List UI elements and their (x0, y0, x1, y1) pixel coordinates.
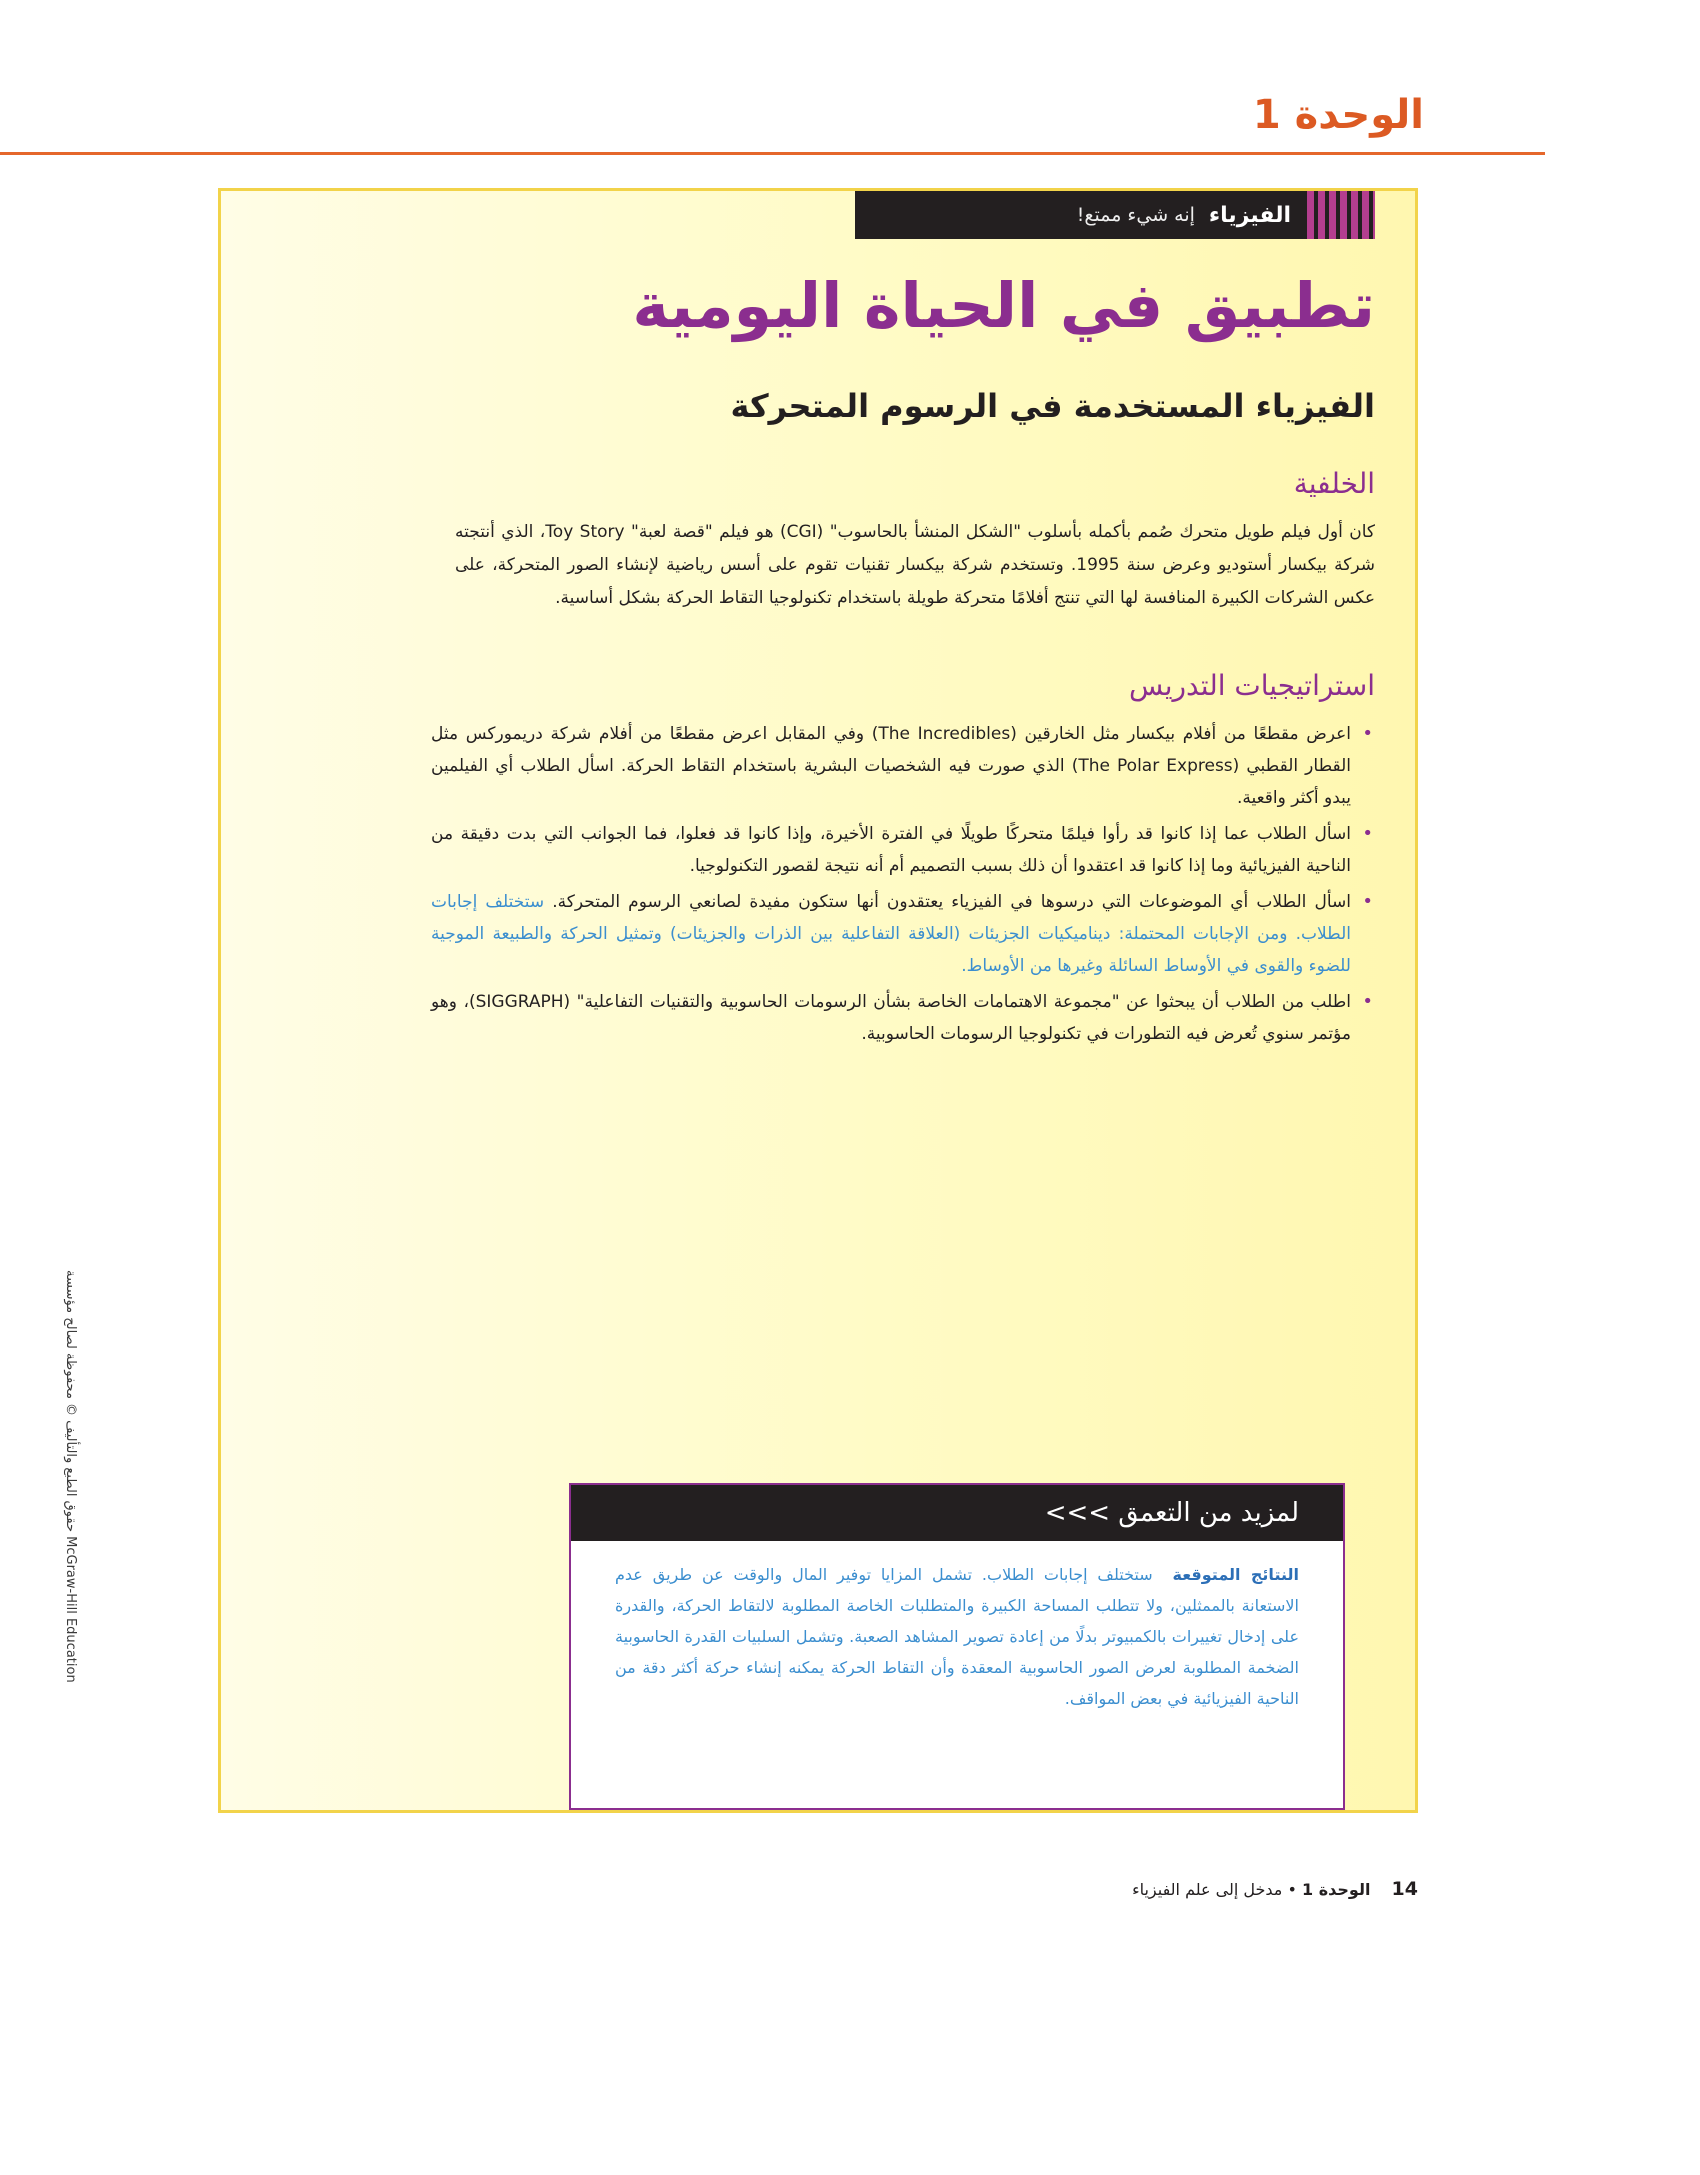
header-divider (0, 152, 1545, 155)
footer-unit: الوحدة 1 (1302, 1880, 1371, 1899)
strategy-text: اعرض مقطعًا من أفلام بيكسار مثل الخارقين (The Incredibles) وفي المقابل اعرض مقطعًا من أفلام شركة دريموركس مثل القطار القطبي (The Polar Express) الذي صورت فيه الشخصيات البشرية باستخدام التقاط الحركة. اسأل الطلاب أي الفيلمين يبدو أكثر واقعية. (431, 724, 1352, 808)
strategies-heading: استراتيجيات التدريس (1129, 669, 1375, 702)
page-number: 14 (1391, 1878, 1418, 1900)
stripes-decoration (1307, 191, 1375, 239)
bullet-icon: • (1362, 823, 1373, 844)
strategy-text: اسأل الطلاب عما إذا كانوا قد رأوا فيلمًا متحركًا طويلًا في الفترة الأخيرة، وإذا كانوا قد فعلوا، فما الجوانب التي بدت دقيقة من الناحية الفيزيائية وما إذا كانوا قد اعتقدوا أن ذلك بسبب التصميم أم أنه نتيجة لقصور التكنولوجيا. (431, 824, 1351, 876)
strategies-list (431, 718, 1375, 1054)
strategy-text: اسأل الطلاب أي الموضوعات التي درسوها في الفيزياء يعتقدون أنها ستكون مفيدة لصانعي الرسوم المتحركة. (552, 892, 1351, 912)
bullet-icon: • (1362, 891, 1373, 912)
footer-chapter-title: مدخل إلى علم الفيزياء (1132, 1880, 1283, 1899)
footer-separator: • (1287, 1880, 1297, 1899)
feature-tagline: إنه شيء ممتع! (1076, 204, 1195, 226)
list-item (431, 818, 1373, 882)
deeper-heading: لمزيد من التعمق >>> (571, 1485, 1343, 1541)
expected-results-label: النتائج المتوقعة (1172, 1565, 1299, 1584)
list-item (431, 986, 1373, 1050)
background-heading: الخلفية (1293, 467, 1375, 500)
list-item (431, 886, 1373, 982)
strategy-text: اطلب من الطلاب أن يبحثوا عن "مجموعة الاهتمامات الخاصة بشأن الرسومات الحاسوبية والتقنيات التفاعلية" (SIGGRAPH)، وهو مؤتمر سنوي تُعرض فيه التطورات في تكنولوجيا الرسومات الحاسوبية. (431, 992, 1352, 1044)
feature-label: الفيزياء (1208, 202, 1291, 228)
bullet-icon: • (1362, 991, 1373, 1012)
page-footer (1132, 1878, 1418, 1900)
page-subtitle: الفيزياء المستخدمة في الرسوم المتحركة (730, 387, 1375, 425)
deeper-exploration-box (569, 1483, 1345, 1810)
expected-results-text: ستختلف إجابات الطلاب. تشمل المزايا توفير المال والوقت عن طريق عدم الاستعانة بالممثلين، ولا تتطلب المساحة الكبيرة والمتطلبات الخاصة المطلوبة لالتقاط الحركة، والقدرة على إدخال تغييرات بالكمبيوتر بدلًا من إعادة تصوير المشاهد الصعبة. وتشمل السلبيات القدرة الحاسوبية الضخمة المطلوبة لعرض الصور الحاسوبية المعقدة وأن التقاط الحركة يمكنه إنشاء حركة أكثر دقة من الناحية الفيزيائية في بعض المواقف. (615, 1565, 1299, 1708)
strategy-answer: ستختلف إجابات الطلاب. ومن الإجابات المحتملة: ديناميكيات الجزيئات (العلاقة التفاعلية بين الذرات والجزيئات) وتمثيل الحركة والطبيعة الموجية للضوء والقوى في الأوساط السائلة وغيرها من الأوساط. (431, 892, 1351, 976)
bullet-icon: • (1362, 723, 1373, 744)
unit-title: الوحدة 1 (1252, 92, 1424, 138)
page-title: تطبيق في الحياة اليومية (632, 269, 1375, 342)
deeper-body (571, 1541, 1343, 1714)
everyday-application-panel (218, 188, 1418, 1813)
background-paragraph: كان أول فيلم طويل متحرك صُمم بأكمله بأسلوب "الشكل المنشأ بالحاسوب" (CGI) هو فيلم "قصة لعبة" Toy Story، الذي أنتجته شركة بيكسار أستوديو وعرض سنة 1995. وتستخدم شركة بيكسار تقنيات تقوم على أسس رياضية لإنشاء الصور المتحركة، على عكس الشركات الكبيرة المنافسة لها التي تنتج أفلامًا متحركة طويلة باستخدام تكنولوجيا التقاط الحركة بشكل أساسية. (455, 522, 1376, 608)
feature-banner (855, 191, 1375, 239)
copyright-notice: حقوق الطبع والتأليف © محفوظة لصالح مؤسسة McGraw-Hill Education (63, 1270, 78, 1683)
list-item (431, 718, 1373, 814)
